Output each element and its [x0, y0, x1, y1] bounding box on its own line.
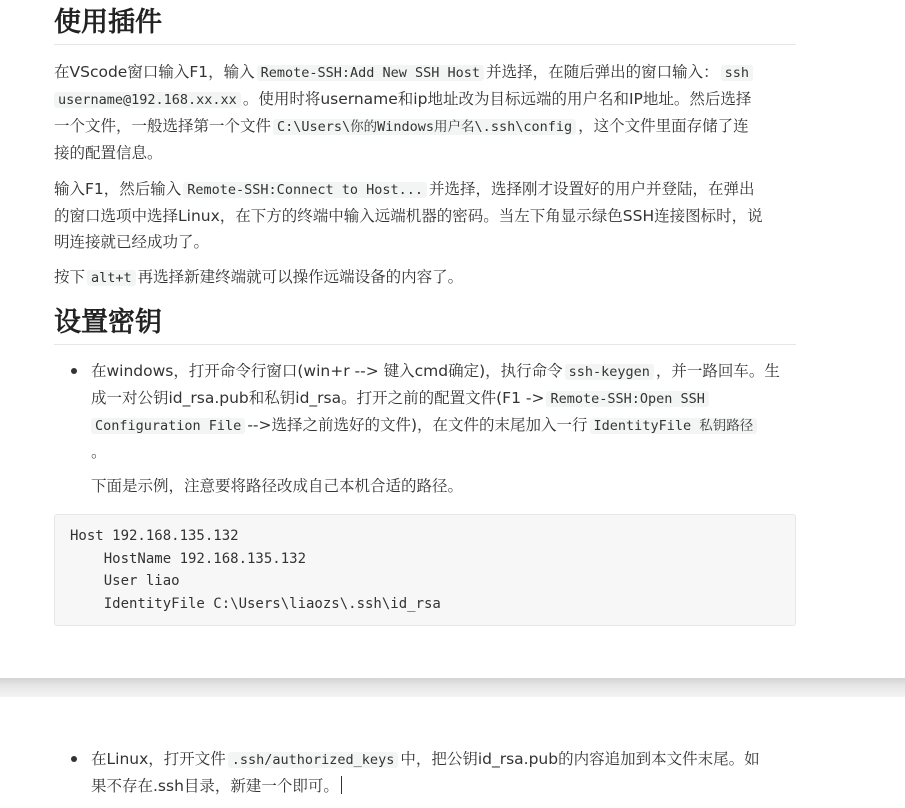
inline-code: Configuration File — [91, 418, 245, 434]
inline-code: alt+t — [87, 270, 136, 286]
inline-code: C:\Users\你的Windows用户名\.ssh\config — [273, 119, 576, 135]
inline-code: ssh-keygen — [565, 364, 654, 380]
heading-set-key: 设置密钥 — [54, 306, 796, 345]
bullet-icon — [71, 756, 77, 762]
inline-code: .ssh/authorized_keys — [228, 752, 399, 768]
inline-code: username@192.168.xx.xx — [54, 92, 241, 108]
inline-code: IdentityFile 私钥路径 — [590, 418, 758, 434]
heading-use-plugin: 使用插件 — [54, 6, 796, 45]
inline-code: ssh — [721, 65, 753, 81]
inline-code: Remote-SSH:Connect to Host... — [183, 182, 427, 198]
bullet-list — [54, 358, 796, 499]
inline-code: Remote-SSH:Add New SSH Host — [257, 65, 484, 81]
paragraph-line: 接的配置信息。 — [54, 144, 163, 162]
paragraph-line: 的窗口选项中选择Linux，在下方的终端中输入远端机器的密码。当左下角显示绿色SSH连接图标时，说 — [54, 207, 763, 225]
paragraph-line: 明连接就已经成功了。 — [54, 233, 210, 251]
example-note: 下面是示例，注意要将路径改成自己本机合适的路径。 — [91, 477, 464, 495]
page-divider — [0, 678, 905, 697]
bullet-icon — [71, 368, 77, 374]
paragraph-add-host — [54, 59, 796, 166]
paragraph-line: 按下 alt+t 再选择新建终端就可以操作远端设备的内容了。 — [54, 268, 464, 286]
section-use-plugin — [54, 6, 796, 45]
list-item[interactable]: 在Linux，打开文件 .ssh/authorized_keys 中，把公钥id_rsa.pub的内容追加到本文件末尾。如 果不存在.ssh目录，新建一个即可。 — [54, 746, 796, 799]
paragraph-line: 一个文件，一般选择第一个文件 C:\Users\你的Windows用户名\.ssh\config ，这个文件里面存储了连 — [54, 117, 749, 135]
inline-code: Remote-SSH:Open SSH — [546, 391, 708, 407]
list-authorized-keys — [54, 746, 796, 799]
paragraph-line: 输入F1，然后输入 Remote-SSH:Connect to Host... 并选择，选择刚才设置好的用户并登陆，在弹出 — [54, 180, 755, 198]
paragraph-connect-host — [54, 176, 796, 255]
section-set-key — [54, 306, 796, 345]
paragraph-terminal — [54, 264, 796, 291]
paragraph-line: 在VScode窗口输入F1，输入 Remote-SSH:Add New SSH Host 并选择，在随后弹出的窗口输入： ssh — [54, 59, 796, 86]
text-cursor — [341, 776, 342, 794]
paragraph-line: username@192.168.xx.xx 。使用时将username和ip地址改为目标远端的用户名和IP地址。然后选择 — [54, 86, 796, 113]
list-item: 在windows，打开命令行窗口(win+r --> 键入cmd确定)，执行命令 ssh-keygen ，并一路回车。生 成一对公钥id_rsa.pub和私钥id_rsa。打开之前的配置文件(F1 -> Remote-SSH:Open SSH Configuration File -->选择之前选好的文件)，在文件的末尾加入一行 IdentityFile 私钥路径 。 下面是示例，注意要将路径改成自己本机合适的路径。 — [54, 358, 796, 499]
code-block: Host 192.168.135.132 HostName 192.168.135.132 User liao IdentityFile C:\Users\liaozs\.ssh\id_rsa — [54, 514, 796, 626]
code-block-container — [54, 514, 796, 626]
bullet-list — [54, 746, 796, 799]
list-keygen — [54, 358, 796, 499]
